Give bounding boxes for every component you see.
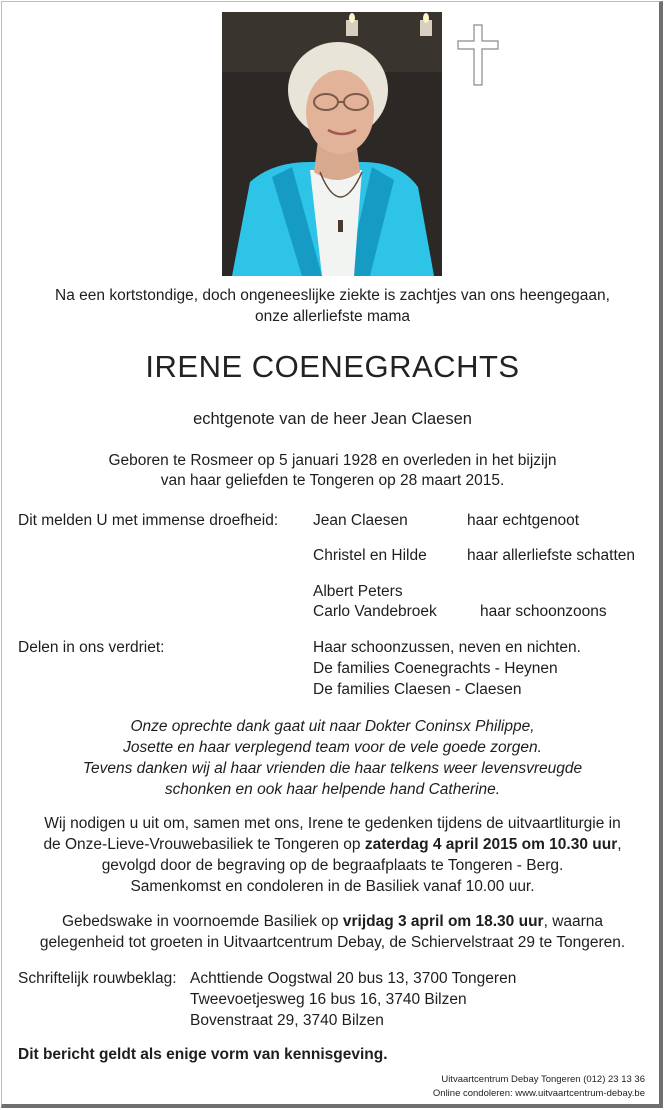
thanks-line: Onze oprechte dank gaat uit naar Dokter Coninsx Philippe, [130,718,535,735]
footer-website: Online condoleren: www.uitvaartcentrum-debay.be [432,1088,645,1099]
spouse-line: echtgenote van de heer Jean Claesen [193,410,472,428]
condolence-address: Tweevoetjesweg 16 bus 16, 3740 Bilzen [190,991,467,1008]
thanks-line: Tevens danken wij al haar vrienden die haar telkens weer levensvreugde [82,760,583,777]
funeral-line-2-end: , [617,836,622,853]
intro-line-1: Na een kortstondige, doch ongeneeslijke ziekte is zachtjes van ons heengegaan, [55,287,610,304]
announce-relation: haar schoonzoons [480,603,607,620]
condolence-address: Bovenstraat 29, 3740 Bilzen [190,1012,384,1029]
wake-line-1-end: , waarna [543,913,604,930]
grief-label: Delen in ons verdriet: [18,639,165,656]
grief-line: De families Coenegrachts - Heynen [313,660,558,677]
condolence-label: Schriftelijk rouwbeklag: [18,970,177,987]
wake-date: vrijdag 3 april om 18.30 uur [342,913,544,930]
wake-line-2: gelegenheid tot groeten in Uitvaartcentrum Debay, de Schiervelstraat 29 te Tongeren. [39,934,626,951]
funeral-line-2-text: de Onze-Lieve-Vrouwebasiliek te Tongeren op [43,836,365,853]
portrait-photo [222,12,442,276]
funeral-line-2 [0,836,665,854]
footer-phone: Uitvaartcentrum Debay Tongeren (012) 23 13 36 [441,1074,645,1085]
announce-name: Jean Claesen [313,512,408,529]
announce-relation: haar echtgenoot [467,512,580,529]
birth-line-2: van haar geliefden te Tongeren op 28 maart 2015. [160,472,505,489]
funeral-date: zaterdag 4 april 2015 om 10.30 uur [364,836,618,853]
birth-line-1: Geboren te Rosmeer op 5 januari 1928 en overleden in het bijzijn [108,452,557,469]
funeral-line-3: gevolgd door de begraving op de begraafplaats te Tongeren - Berg. [101,857,564,874]
cross-icon [457,24,499,86]
announce-name: Albert Peters [313,583,403,600]
funeral-line-4: Samenkomst en condoleren in de Basiliek vanaf 10.00 uur. [130,878,535,895]
portrait-illustration [222,12,442,276]
funeral-line-1: Wij nodigen u uit om, samen met ons, Irene te gedenken tijdens de uitvaartliturgie in [44,815,621,832]
condolence-address: Achttiende Oogstwal 20 bus 13, 3700 Tongeren [190,970,517,987]
announce-relation: haar allerliefste schatten [467,547,636,564]
announce-label: Dit melden U met immense droefheid: [18,512,279,529]
announce-name: Carlo Vandebroek [313,603,437,620]
grief-line: Haar schoonzussen, neven en nichten. [313,639,581,656]
deceased-name: IRENE COENEGRACHTS [145,349,520,384]
grief-line: De families Claesen - Claesen [313,681,522,698]
announce-name: Christel en Hilde [313,547,427,564]
thanks-line: Josette en haar verplegend team voor de vele goede zorgen. [123,739,542,756]
notice-text: Dit bericht geldt als enige vorm van kennisgeving. [18,1046,388,1063]
thanks-line: schonken en ook haar helpende hand Catherine. [164,781,501,798]
wake-line-1 [0,913,665,931]
wake-line-1-text: Gebedswake in voornoemde Basiliek op [61,913,343,930]
intro-line-2: onze allerliefste mama [254,308,411,325]
